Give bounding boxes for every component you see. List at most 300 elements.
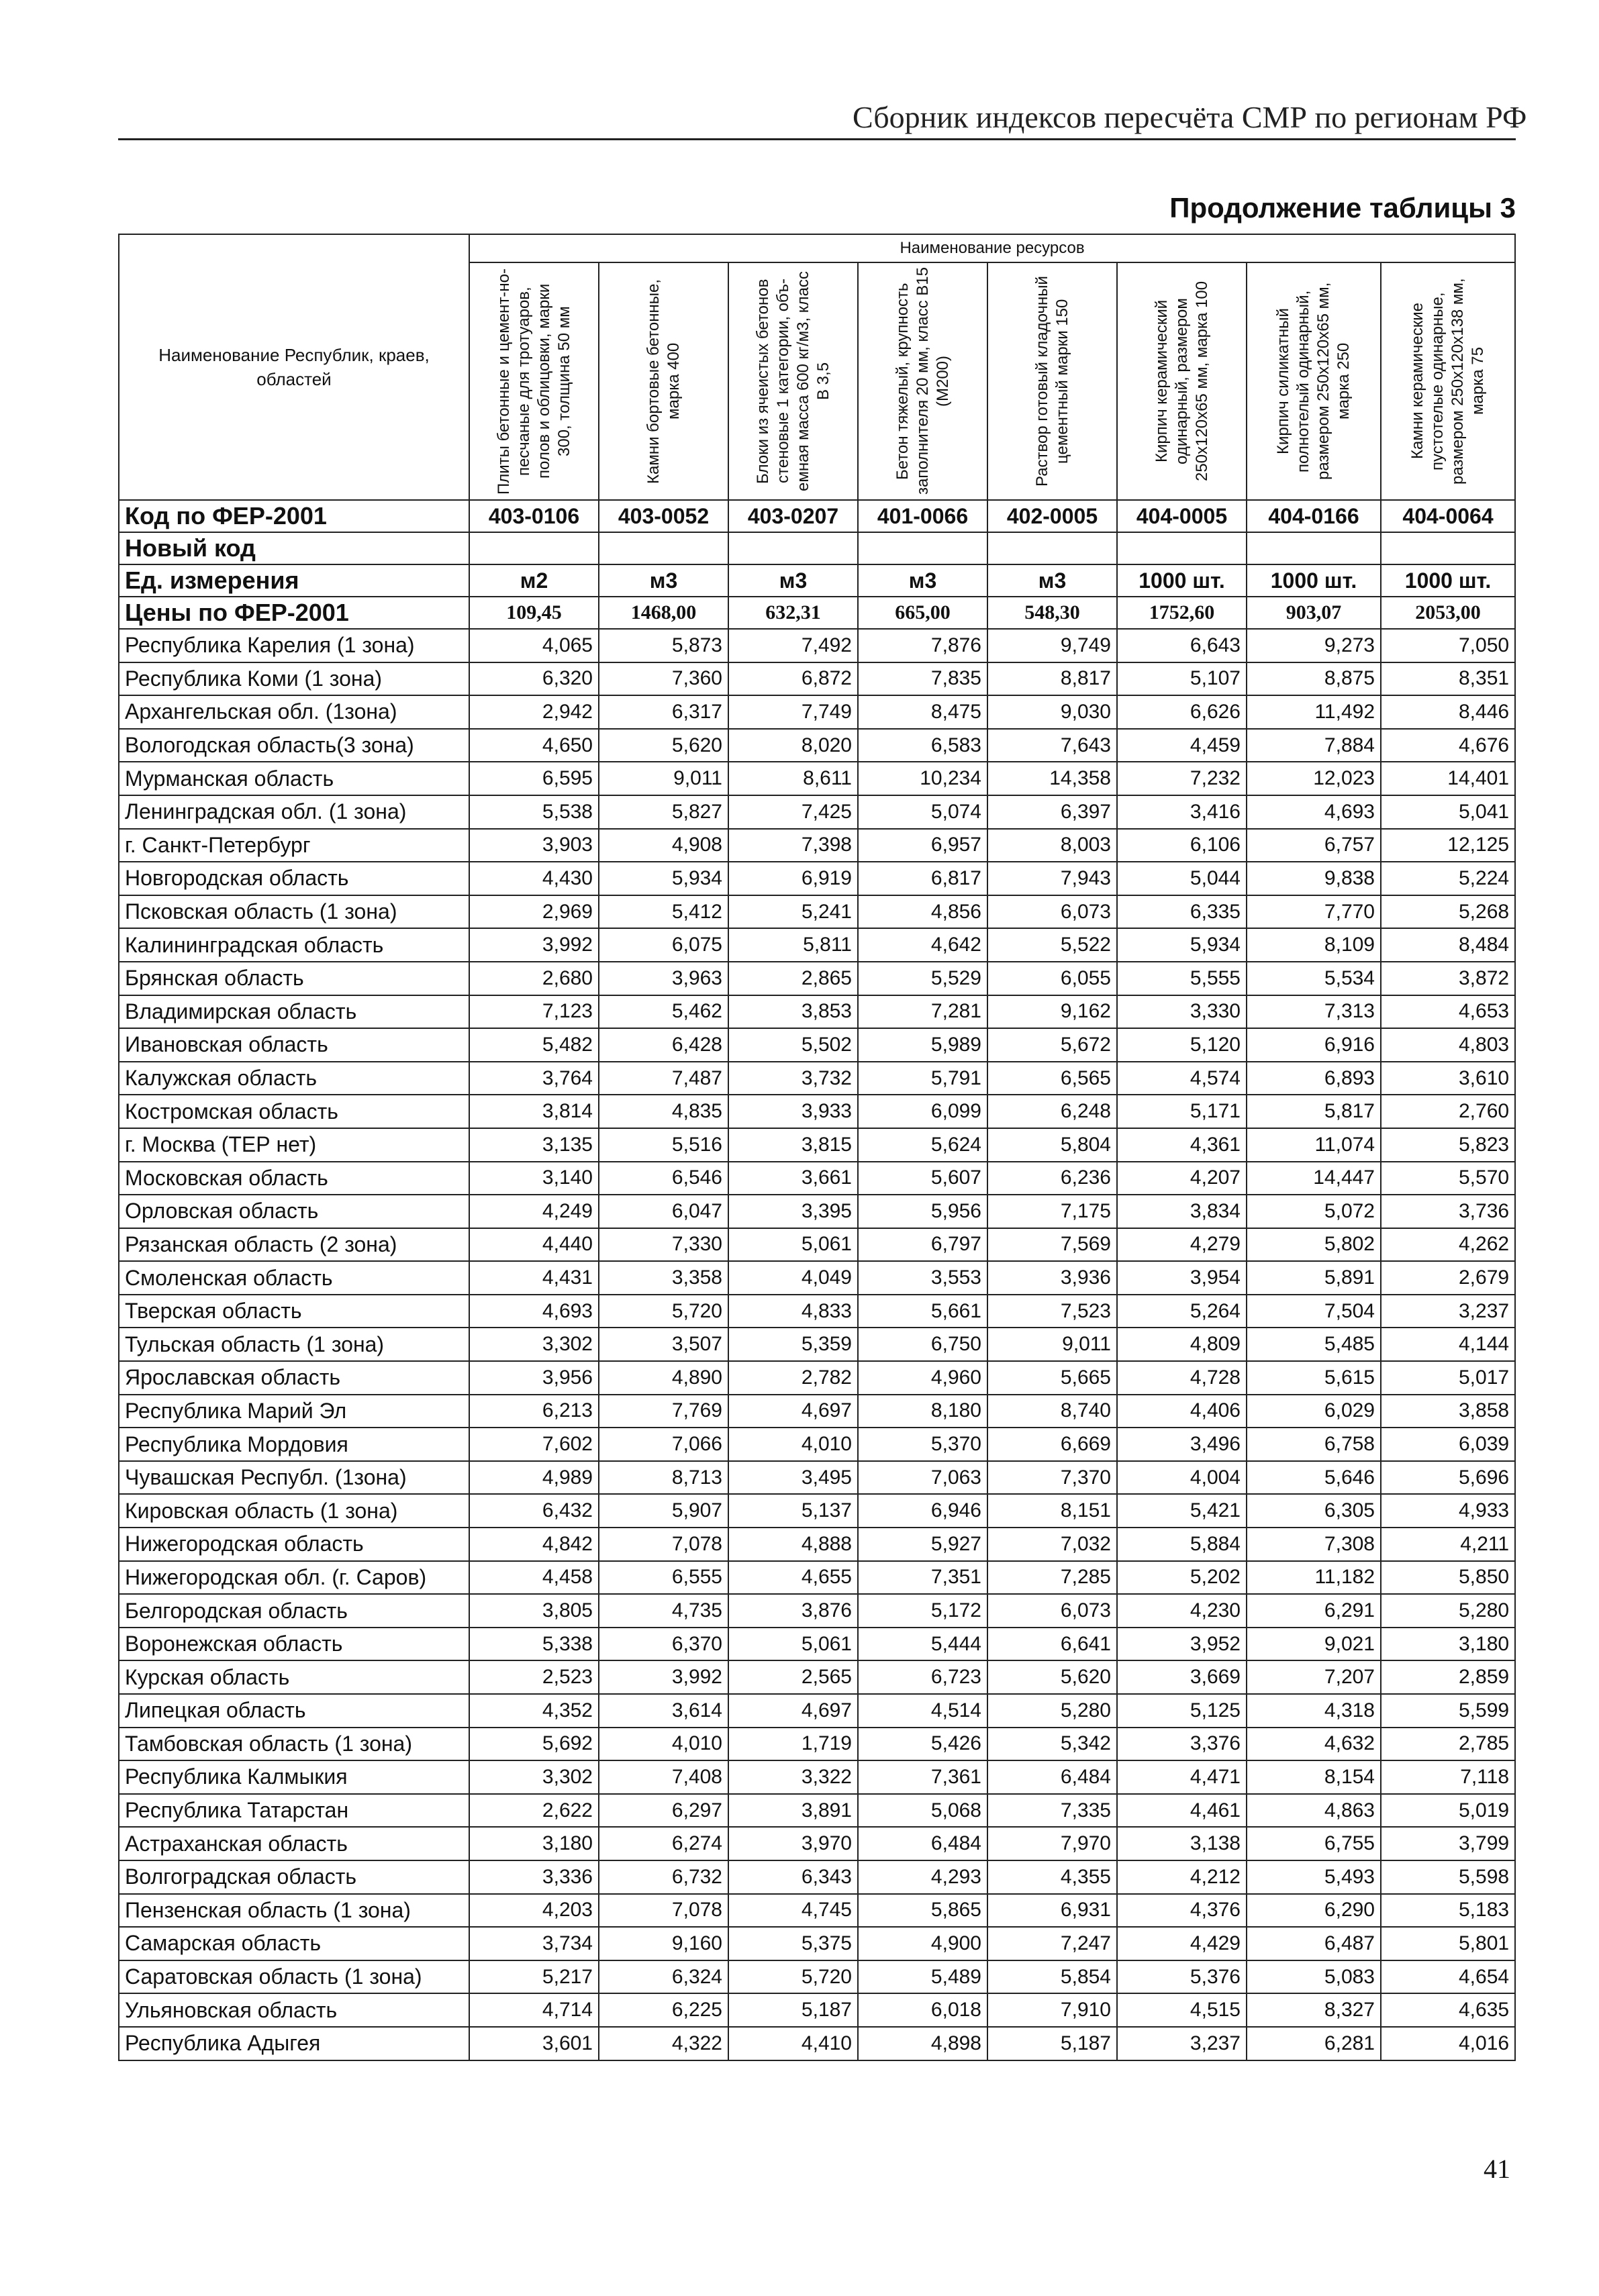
index-value: 5,873 (599, 629, 728, 662)
region-name: Пензенская область (1 зона) (119, 1894, 469, 1928)
index-value: 6,317 (599, 695, 728, 729)
index-value: 7,050 (1381, 629, 1515, 662)
index-value: 7,523 (987, 1295, 1117, 1328)
index-value: 2,760 (1381, 1095, 1515, 1128)
index-value: 11,182 (1247, 1561, 1381, 1595)
index-value: 11,074 (1247, 1128, 1381, 1162)
index-value: 5,280 (987, 1694, 1117, 1728)
price-value: 1752,60 (1117, 597, 1247, 629)
index-value: 5,791 (858, 1062, 987, 1095)
index-value: 8,327 (1247, 1993, 1381, 2027)
resource-header-cell (1381, 262, 1515, 500)
index-value: 5,989 (858, 1028, 987, 1062)
region-name: Нижегородская обл. (г. Саров) (119, 1561, 469, 1595)
index-value: 3,872 (1381, 962, 1515, 995)
unit-value: м2 (469, 564, 599, 597)
index-value: 6,757 (1247, 829, 1381, 862)
index-value: 5,907 (599, 1494, 728, 1528)
index-value: 4,728 (1117, 1361, 1247, 1395)
region-name: Курская область (119, 1660, 469, 1694)
index-value: 6,213 (469, 1395, 599, 1428)
index-value: 3,237 (1381, 1295, 1515, 1328)
index-value: 4,049 (728, 1261, 858, 1295)
index-value: 5,615 (1247, 1361, 1381, 1395)
index-value: 12,125 (1381, 829, 1515, 862)
index-value: 5,620 (599, 729, 728, 762)
index-value: 2,622 (469, 1794, 599, 1828)
index-value: 7,602 (469, 1428, 599, 1461)
index-value: 7,970 (987, 1827, 1117, 1860)
index-value: 5,620 (987, 1660, 1117, 1694)
index-value: 4,655 (728, 1561, 858, 1595)
index-value: 6,274 (599, 1827, 728, 1860)
index-value: 9,273 (1247, 629, 1381, 662)
index-value: 4,960 (858, 1361, 987, 1395)
index-value: 5,268 (1381, 895, 1515, 929)
index-value: 7,078 (599, 1894, 728, 1928)
index-value: 7,884 (1247, 729, 1381, 762)
index-value: 7,360 (599, 662, 728, 696)
table-row (119, 662, 1515, 696)
unit-label: Ед. измерения (119, 564, 469, 597)
index-value: 3,669 (1117, 1660, 1247, 1694)
resource-header-cell (858, 262, 987, 500)
index-value: 3,970 (728, 1827, 858, 1860)
table-row (119, 1760, 1515, 1794)
index-value: 5,017 (1381, 1361, 1515, 1395)
index-value: 4,406 (1117, 1395, 1247, 1428)
index-value: 4,933 (1381, 1494, 1515, 1528)
region-name: Республика Калмыкия (119, 1760, 469, 1794)
index-value: 8,351 (1381, 662, 1515, 696)
resource-code: 404-0005 (1117, 500, 1247, 532)
resource-name: Камни керамические пустотелые одинарные, размером 250х120х138 мм, марка 75 (1408, 278, 1488, 485)
index-value: 7,032 (987, 1528, 1117, 1561)
index-value: 6,957 (858, 829, 987, 862)
index-value: 3,936 (987, 1261, 1117, 1295)
index-value: 4,376 (1117, 1894, 1247, 1928)
resource-name: Бетон тяжелый, крупность заполнителя 20 мм, класс В15 (М200) (893, 267, 952, 495)
index-value: 4,642 (858, 928, 987, 962)
index-value: 7,569 (987, 1228, 1117, 1262)
index-value: 4,010 (599, 1728, 728, 1761)
table-row (119, 1428, 1515, 1461)
index-value: 4,650 (469, 729, 599, 762)
index-value: 4,653 (1381, 995, 1515, 1029)
region-column-header: Наименование Республик, краев, областей (119, 234, 469, 500)
resource-code: 404-0166 (1247, 500, 1381, 532)
index-value: 8,713 (599, 1461, 728, 1495)
region-name: Тамбовская область (1 зона) (119, 1728, 469, 1761)
index-value: 5,083 (1247, 1960, 1381, 1994)
index-value: 2,865 (728, 962, 858, 995)
resource-code: 403-0207 (728, 500, 858, 532)
index-value: 5,359 (728, 1328, 858, 1361)
index-value: 6,397 (987, 795, 1117, 829)
index-value: 7,425 (728, 795, 858, 829)
index-value: 5,804 (987, 1128, 1117, 1162)
index-value: 3,614 (599, 1694, 728, 1728)
table-row (119, 1261, 1515, 1295)
new-code-cell (1247, 532, 1381, 564)
price-value: 665,00 (858, 597, 987, 629)
resources-title: Наименование ресурсов (469, 234, 1515, 262)
table-row (119, 1960, 1515, 1994)
index-value: 5,125 (1117, 1694, 1247, 1728)
index-value: 3,992 (469, 928, 599, 962)
index-value: 3,799 (1381, 1827, 1515, 1860)
index-value: 3,876 (728, 1594, 858, 1628)
price-value: 2053,00 (1381, 597, 1515, 629)
resource-code: 404-0064 (1381, 500, 1515, 532)
index-value: 7,118 (1381, 1760, 1515, 1794)
index-value: 5,183 (1381, 1894, 1515, 1928)
index-value: 6,893 (1247, 1062, 1381, 1095)
index-value: 3,302 (469, 1328, 599, 1361)
new-code-cell (987, 532, 1117, 564)
index-value: 4,693 (1247, 795, 1381, 829)
index-value: 3,734 (469, 1927, 599, 1960)
index-value: 7,770 (1247, 895, 1381, 929)
code-label: Код по ФЕР-2001 (119, 500, 469, 532)
new-code-cell (599, 532, 728, 564)
index-value: 5,462 (599, 995, 728, 1029)
index-value: 8,484 (1381, 928, 1515, 962)
index-value: 5,802 (1247, 1228, 1381, 1262)
region-name: Псковская область (1 зона) (119, 895, 469, 929)
resource-code: 402-0005 (987, 500, 1117, 532)
new-code-label: Новый код (119, 532, 469, 564)
region-name: Чувашская Республ. (1зона) (119, 1461, 469, 1495)
index-value: 5,061 (728, 1228, 858, 1262)
index-value: 3,815 (728, 1128, 858, 1162)
index-value: 6,236 (987, 1162, 1117, 1195)
index-value: 4,888 (728, 1528, 858, 1561)
index-value: 6,872 (728, 662, 858, 696)
index-value: 6,225 (599, 1993, 728, 2027)
index-value: 6,075 (599, 928, 728, 962)
index-value: 5,534 (1247, 962, 1381, 995)
index-value: 6,320 (469, 662, 599, 696)
index-value: 14,447 (1247, 1162, 1381, 1195)
index-value: 3,610 (1381, 1062, 1515, 1095)
index-value: 7,643 (987, 729, 1117, 762)
index-value: 7,281 (858, 995, 987, 1029)
index-value: 4,262 (1381, 1228, 1515, 1262)
region-name: г. Москва (ТЕР нет) (119, 1128, 469, 1162)
table-row (119, 829, 1515, 862)
resource-code: 403-0106 (469, 500, 599, 532)
table-row (119, 1561, 1515, 1595)
region-name: Архангельская обл. (1зона) (119, 695, 469, 729)
resource-name: Блоки из ячеистых бетонов стеновые 1 категории, объ-емная масса 600 кг/м3, класс В 3,5 (753, 271, 832, 491)
table-row (119, 928, 1515, 962)
index-value: 3,376 (1117, 1728, 1247, 1761)
index-value: 6,324 (599, 1960, 728, 1994)
index-value: 5,956 (858, 1195, 987, 1228)
index-value: 5,823 (1381, 1128, 1515, 1162)
region-name: Ленинградская обл. (1 зона) (119, 795, 469, 829)
index-value: 5,375 (728, 1927, 858, 1960)
index-value: 4,065 (469, 629, 599, 662)
index-value: 7,361 (858, 1760, 987, 1794)
index-value: 7,749 (728, 695, 858, 729)
region-name: Тверская область (119, 1295, 469, 1328)
index-value: 7,078 (599, 1528, 728, 1561)
index-value: 3,954 (1117, 1261, 1247, 1295)
index-value: 4,890 (599, 1361, 728, 1395)
index-value: 4,697 (728, 1395, 858, 1428)
index-value: 8,875 (1247, 662, 1381, 696)
index-value: 4,429 (1117, 1927, 1247, 1960)
index-value: 6,817 (858, 862, 987, 895)
table-row (119, 2027, 1515, 2060)
index-value: 7,175 (987, 1195, 1117, 1228)
index-value: 8,475 (858, 695, 987, 729)
index-value: 5,817 (1247, 1095, 1381, 1128)
index-value: 5,280 (1381, 1594, 1515, 1628)
index-value: 7,492 (728, 629, 858, 662)
index-value: 6,432 (469, 1494, 599, 1528)
index-value: 3,553 (858, 1261, 987, 1295)
index-value: 6,484 (987, 1760, 1117, 1794)
index-value: 4,835 (599, 1095, 728, 1128)
table-row (119, 629, 1515, 662)
index-value: 6,931 (987, 1894, 1117, 1928)
index-value: 4,410 (728, 2027, 858, 2060)
index-value: 6,758 (1247, 1428, 1381, 1461)
table-row (119, 1528, 1515, 1561)
index-value: 4,693 (469, 1295, 599, 1328)
index-value: 2,782 (728, 1361, 858, 1395)
index-value: 2,969 (469, 895, 599, 929)
index-value: 3,180 (1381, 1628, 1515, 1661)
table-row (119, 795, 1515, 829)
index-value: 4,355 (987, 1860, 1117, 1894)
region-name: Брянская область (119, 962, 469, 995)
region-name: Ульяновская область (119, 1993, 469, 2027)
index-value: 8,151 (987, 1494, 1117, 1528)
index-value: 4,745 (728, 1894, 858, 1928)
index-value: 7,123 (469, 995, 599, 1029)
region-name: Республика Мордовия (119, 1428, 469, 1461)
table-row (119, 729, 1515, 762)
index-value: 3,858 (1381, 1395, 1515, 1428)
index-value: 3,956 (469, 1361, 599, 1395)
index-value: 5,041 (1381, 795, 1515, 829)
index-value: 6,290 (1247, 1894, 1381, 1928)
new-code-cell (469, 532, 599, 564)
region-name: Астраханская область (119, 1827, 469, 1860)
index-value: 3,135 (469, 1128, 599, 1162)
index-value: 3,834 (1117, 1195, 1247, 1228)
index-value: 6,291 (1247, 1594, 1381, 1628)
index-value: 6,370 (599, 1628, 728, 1661)
index-value: 6,595 (469, 762, 599, 795)
index-value: 5,598 (1381, 1860, 1515, 1894)
index-value: 4,203 (469, 1894, 599, 1928)
region-name: Новгородская область (119, 862, 469, 895)
index-value: 6,669 (987, 1428, 1117, 1461)
index-value: 5,502 (728, 1028, 858, 1062)
table-row (119, 1927, 1515, 1960)
index-value: 6,946 (858, 1494, 987, 1528)
index-value: 5,854 (987, 1960, 1117, 1994)
index-value: 3,330 (1117, 995, 1247, 1029)
new-code-cell (728, 532, 858, 564)
table-row (119, 1162, 1515, 1195)
index-value: 4,318 (1247, 1694, 1381, 1728)
index-value: 7,769 (599, 1395, 728, 1428)
index-value: 4,361 (1117, 1128, 1247, 1162)
index-value: 6,484 (858, 1827, 987, 1860)
index-value: 4,352 (469, 1694, 599, 1728)
price-label: Цены по ФЕР-2001 (119, 597, 469, 629)
index-value: 5,827 (599, 795, 728, 829)
index-value: 3,495 (728, 1461, 858, 1495)
index-value: 5,482 (469, 1028, 599, 1062)
index-value: 4,856 (858, 895, 987, 929)
index-value: 4,574 (1117, 1062, 1247, 1095)
index-value: 5,376 (1117, 1960, 1247, 1994)
index-value: 5,172 (858, 1594, 987, 1628)
index-value: 9,021 (1247, 1628, 1381, 1661)
index-value: 6,555 (599, 1561, 728, 1595)
index-value: 3,336 (469, 1860, 599, 1894)
index-value: 5,493 (1247, 1860, 1381, 1894)
table-row (119, 1228, 1515, 1262)
index-value: 1,719 (728, 1728, 858, 1761)
index-value: 9,162 (987, 995, 1117, 1029)
index-value: 6,723 (858, 1660, 987, 1694)
index-value: 6,565 (987, 1062, 1117, 1095)
index-value: 3,853 (728, 995, 858, 1029)
index-value: 5,485 (1247, 1328, 1381, 1361)
region-name: Рязанская область (2 зона) (119, 1228, 469, 1262)
region-name: Орловская область (119, 1195, 469, 1228)
index-value: 2,523 (469, 1660, 599, 1694)
index-table (118, 234, 1516, 2061)
region-name: Воронежская область (119, 1628, 469, 1661)
index-value: 6,073 (987, 1594, 1117, 1628)
index-value: 6,755 (1247, 1827, 1381, 1860)
resource-name: Кирпич керамический одинарный, размером 250х120х65 мм, марка 100 (1152, 281, 1211, 482)
index-value: 4,842 (469, 1528, 599, 1561)
index-value: 6,487 (1247, 1927, 1381, 1960)
index-value: 3,507 (599, 1328, 728, 1361)
index-value: 8,817 (987, 662, 1117, 696)
index-value: 4,144 (1381, 1328, 1515, 1361)
index-value: 5,107 (1117, 662, 1247, 696)
index-value: 4,809 (1117, 1328, 1247, 1361)
table-row (119, 1361, 1515, 1395)
index-value: 4,212 (1117, 1860, 1247, 1894)
table-row (119, 1660, 1515, 1694)
region-name: Калининградская область (119, 928, 469, 962)
index-value: 3,992 (599, 1660, 728, 1694)
index-value: 5,061 (728, 1628, 858, 1661)
resource-name: Камни бортовые бетонные, марка 400 (644, 279, 683, 484)
index-value: 3,140 (469, 1162, 599, 1195)
index-value: 4,293 (858, 1860, 987, 1894)
resource-header-cell (1247, 262, 1381, 500)
index-value: 6,305 (1247, 1494, 1381, 1528)
resource-name: Кирпич силикатный полнотелый одинарный, размером 250х120х65 мм, марка 250 (1274, 282, 1353, 481)
table-row (119, 1028, 1515, 1062)
index-value: 6,248 (987, 1095, 1117, 1128)
index-value: 5,426 (858, 1728, 987, 1761)
index-value: 6,546 (599, 1162, 728, 1195)
index-value: 5,884 (1117, 1528, 1247, 1561)
index-value: 6,643 (1117, 629, 1247, 662)
index-value: 3,322 (728, 1760, 858, 1794)
resource-name: Плиты бетонные и цемент-но-песчаные для тротуаров, полов и облицовки, марки 300, толщина 50 мм (494, 268, 573, 495)
index-value: 12,023 (1247, 762, 1381, 795)
index-value: 4,654 (1381, 1960, 1515, 1994)
index-value: 11,492 (1247, 695, 1381, 729)
table-row (119, 1628, 1515, 1661)
table-row (119, 1128, 1515, 1162)
index-value: 6,583 (858, 729, 987, 762)
table-row (119, 1328, 1515, 1361)
price-value: 1468,00 (599, 597, 728, 629)
index-value: 5,555 (1117, 962, 1247, 995)
table-row (119, 995, 1515, 1029)
index-value: 5,044 (1117, 862, 1247, 895)
index-value: 4,898 (858, 2027, 987, 2060)
index-value: 7,943 (987, 862, 1117, 895)
resource-code: 403-0052 (599, 500, 728, 532)
index-value: 4,908 (599, 829, 728, 862)
new-code-cell (858, 532, 987, 564)
region-name: Смоленская область (119, 1261, 469, 1295)
index-value: 3,963 (599, 962, 728, 995)
index-value: 5,137 (728, 1494, 858, 1528)
table-row (119, 1993, 1515, 2027)
index-value: 5,217 (469, 1960, 599, 1994)
region-name: Тульская область (1 зона) (119, 1328, 469, 1361)
table-row (119, 1195, 1515, 1228)
index-value: 6,916 (1247, 1028, 1381, 1062)
index-value: 3,496 (1117, 1428, 1247, 1461)
index-value: 5,661 (858, 1295, 987, 1328)
index-value: 8,003 (987, 829, 1117, 862)
index-value: 6,281 (1247, 2027, 1381, 2060)
index-value: 4,458 (469, 1561, 599, 1595)
index-value: 4,279 (1117, 1228, 1247, 1262)
index-value: 4,515 (1117, 1993, 1247, 2027)
index-value: 7,504 (1247, 1295, 1381, 1328)
new-code-cell (1381, 532, 1515, 564)
index-value: 5,241 (728, 895, 858, 929)
table-row (119, 1694, 1515, 1728)
index-value: 6,055 (987, 962, 1117, 995)
index-value: 4,431 (469, 1261, 599, 1295)
table-row (119, 1461, 1515, 1495)
index-value: 4,211 (1381, 1528, 1515, 1561)
region-name: Республика Адыгея (119, 2027, 469, 2060)
index-value: 5,624 (858, 1128, 987, 1162)
index-value: 4,803 (1381, 1028, 1515, 1062)
region-name: Республика Карелия (1 зона) (119, 629, 469, 662)
index-value: 5,072 (1247, 1195, 1381, 1228)
region-name: Московская область (119, 1162, 469, 1195)
index-value: 10,234 (858, 762, 987, 795)
table-row (119, 695, 1515, 729)
index-value: 4,632 (1247, 1728, 1381, 1761)
index-value: 7,351 (858, 1561, 987, 1595)
index-value: 4,735 (599, 1594, 728, 1628)
